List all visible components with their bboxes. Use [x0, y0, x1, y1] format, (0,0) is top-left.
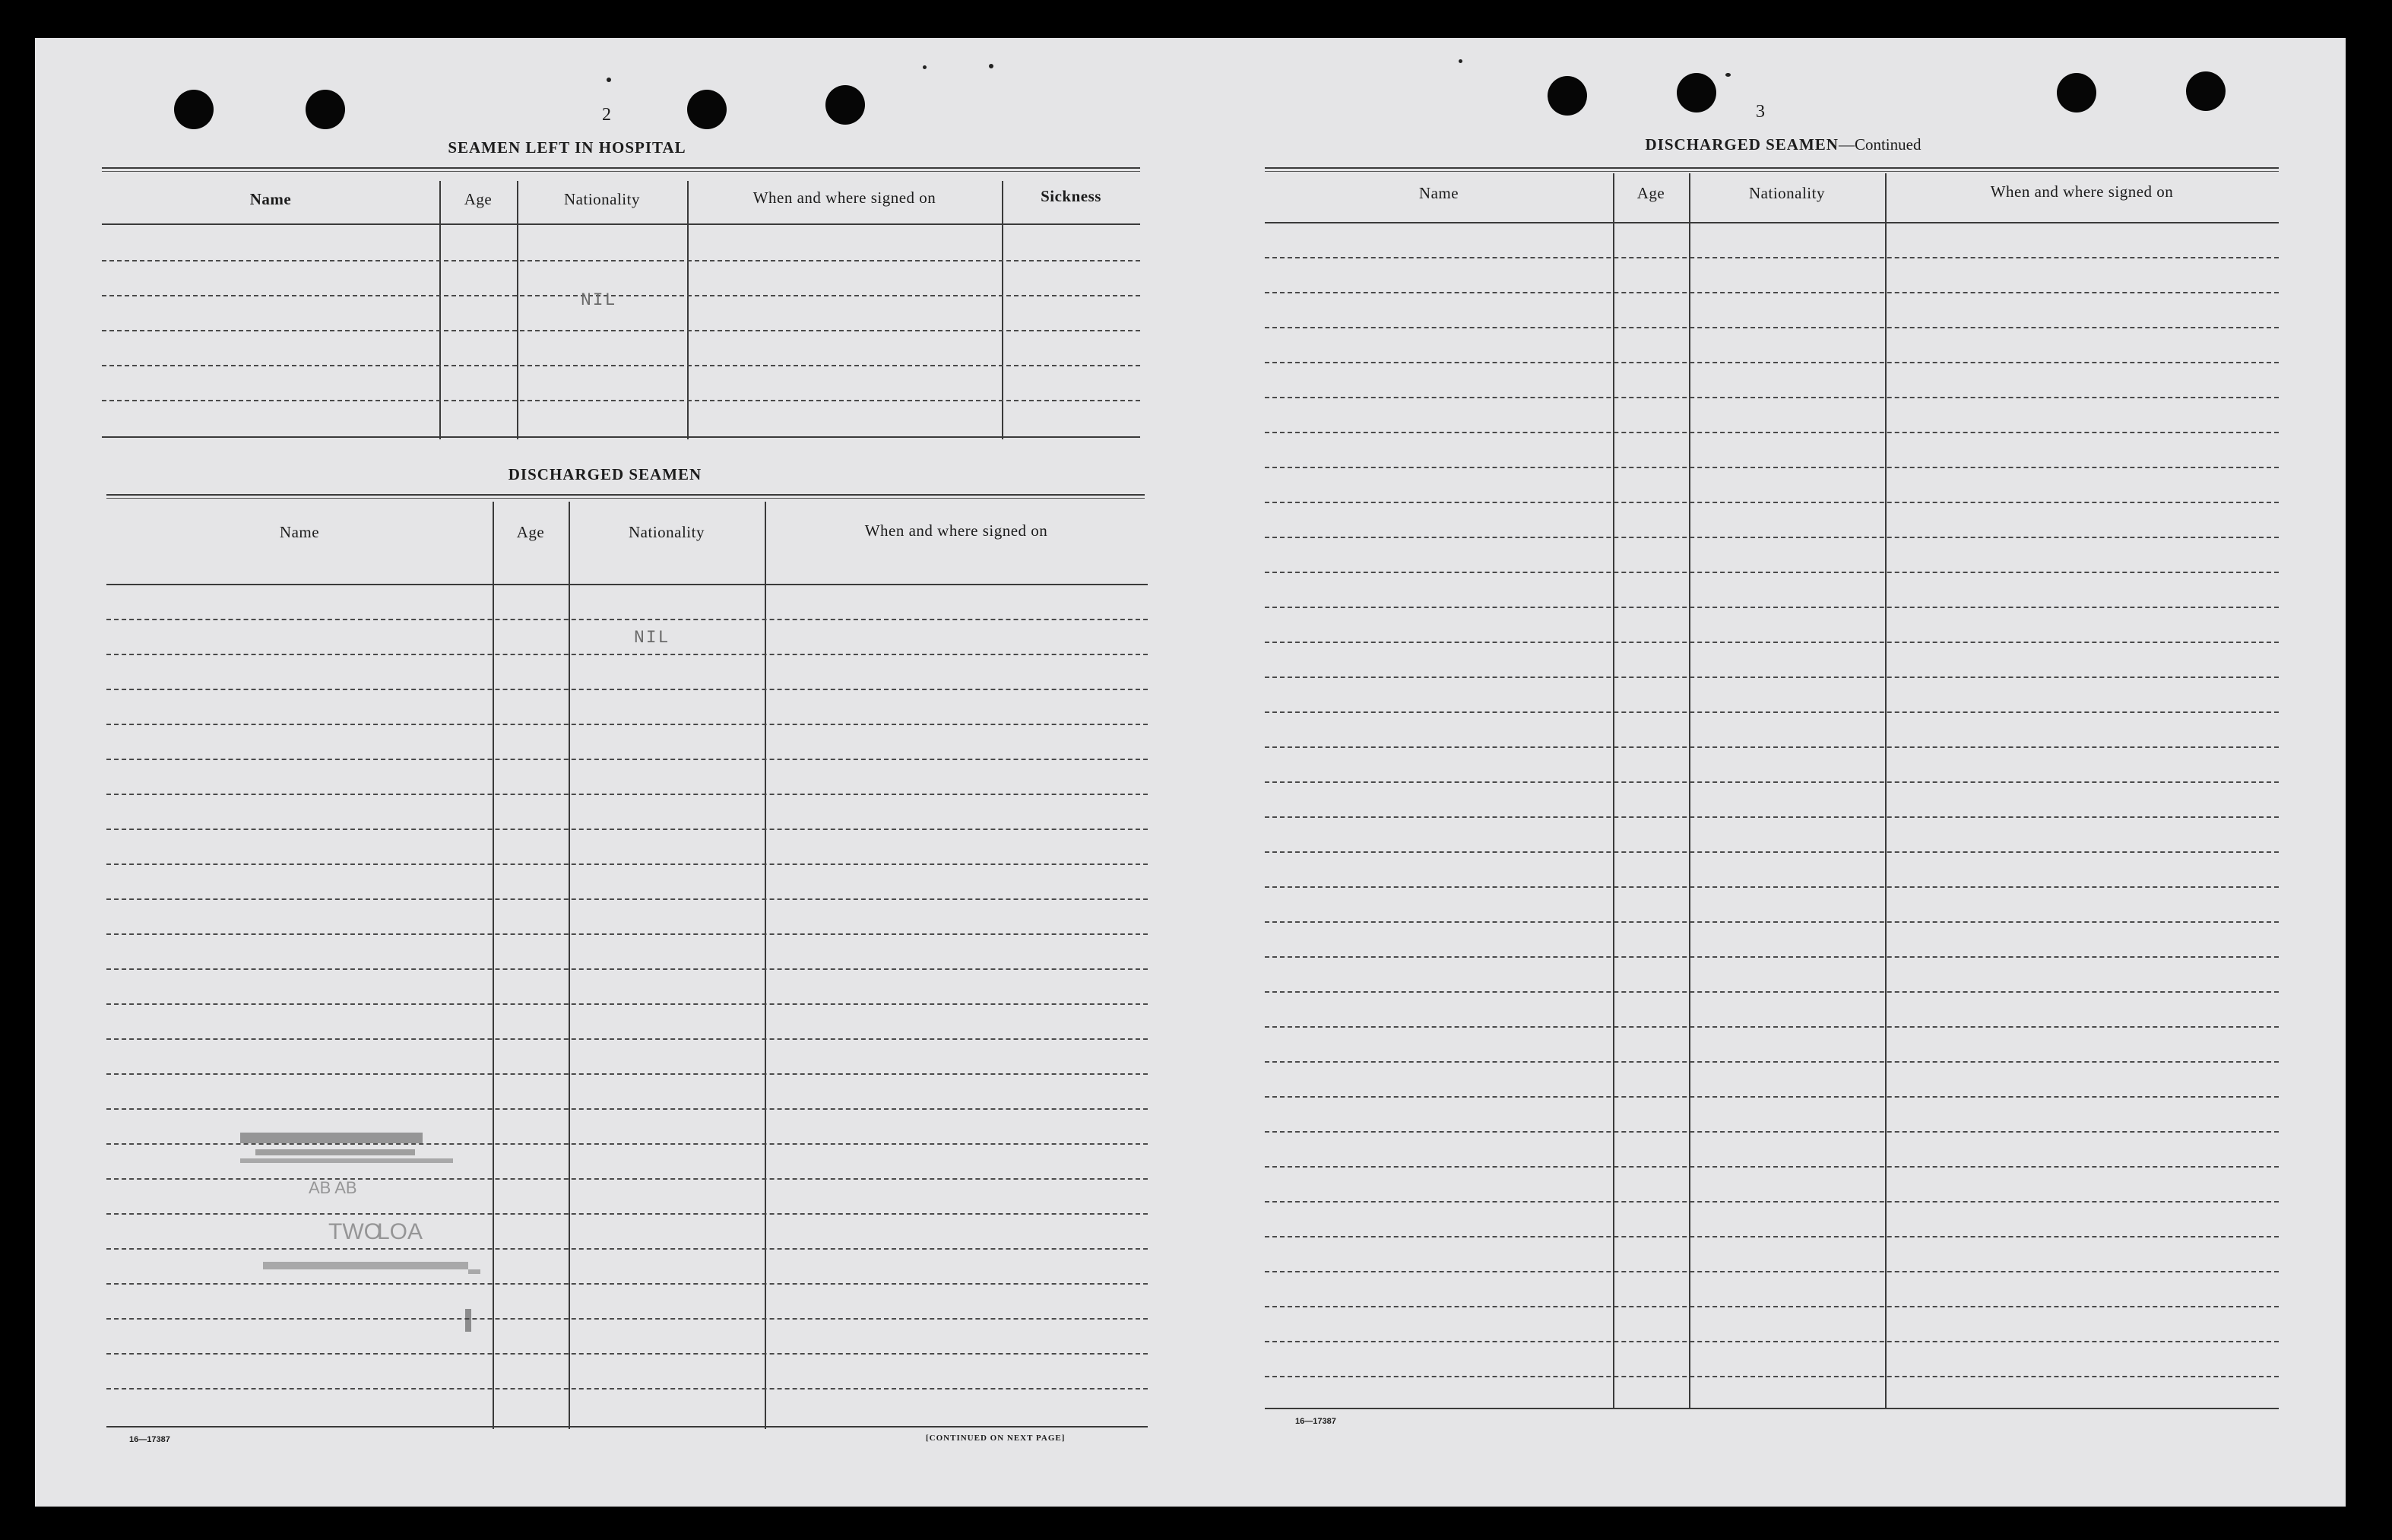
discharged-continued-title: [1555, 135, 2011, 154]
faded-stamp: [240, 1133, 544, 1361]
header-nationality: Nationality: [1749, 184, 1825, 202]
header-name: Name: [1418, 184, 1459, 202]
stamp-line-1: AB AB: [309, 1178, 357, 1197]
stamp-graphic: [240, 1133, 544, 1361]
speck: [989, 64, 993, 68]
punch-hole: [2186, 71, 2226, 111]
header-signed-on: When and where signed on: [864, 521, 1048, 540]
title-main: DISCHARGED SEAMEN: [1645, 135, 1839, 154]
hospital-section-title: SEAMEN LEFT IN HOSPITAL: [448, 138, 686, 157]
discharged-section-title: DISCHARGED SEAMEN: [508, 465, 702, 483]
page-number-right: 3: [1756, 102, 1765, 122]
discharged-top-rule: [106, 494, 1145, 496]
punch-hole: [825, 85, 865, 125]
punch-hole: [174, 90, 214, 129]
header-signed-on: When and where signed on: [752, 189, 936, 207]
punch-hole: [1548, 76, 1587, 116]
page-number-left: 2: [602, 105, 611, 125]
speck: [1459, 59, 1462, 63]
header-age: Age: [1636, 184, 1665, 202]
speck: [923, 65, 927, 69]
hospital-top-rule: [102, 167, 1140, 169]
form-number-left: 16—17387: [129, 1435, 170, 1444]
header-signed-on: When and where signed on: [1990, 182, 2174, 201]
speck: [607, 78, 611, 82]
document-sheet: [35, 38, 2346, 1507]
title-continued: —Continued: [1838, 135, 1922, 154]
hospital-nil-entry: NIL: [581, 290, 617, 310]
punch-hole: [306, 90, 345, 129]
hospital-table: [102, 181, 1140, 439]
header-age: Age: [516, 523, 545, 541]
discharged-nil-entry: NIL: [634, 628, 670, 648]
punch-hole: [1677, 73, 1716, 112]
header-nationality: Nationality: [564, 190, 640, 208]
stamp-line-3: LOA: [377, 1219, 423, 1244]
form-number-right: 16—17387: [1295, 1417, 1336, 1426]
right-top-rule: [1265, 167, 2279, 169]
header-sickness: Sickness: [1041, 187, 1101, 205]
continued-note: [CONTINUED ON NEXT PAGE]: [926, 1434, 1066, 1443]
punch-hole: [2057, 73, 2096, 112]
header-nationality: Nationality: [629, 523, 705, 541]
speck: [1725, 73, 1731, 77]
header-name: Name: [249, 190, 292, 208]
discharged-table-right: [1265, 173, 2279, 1409]
punch-hole: [687, 90, 727, 129]
header-age: Age: [464, 190, 493, 208]
header-name: Name: [279, 523, 320, 541]
stamp-line-2: TWO: [328, 1219, 382, 1244]
